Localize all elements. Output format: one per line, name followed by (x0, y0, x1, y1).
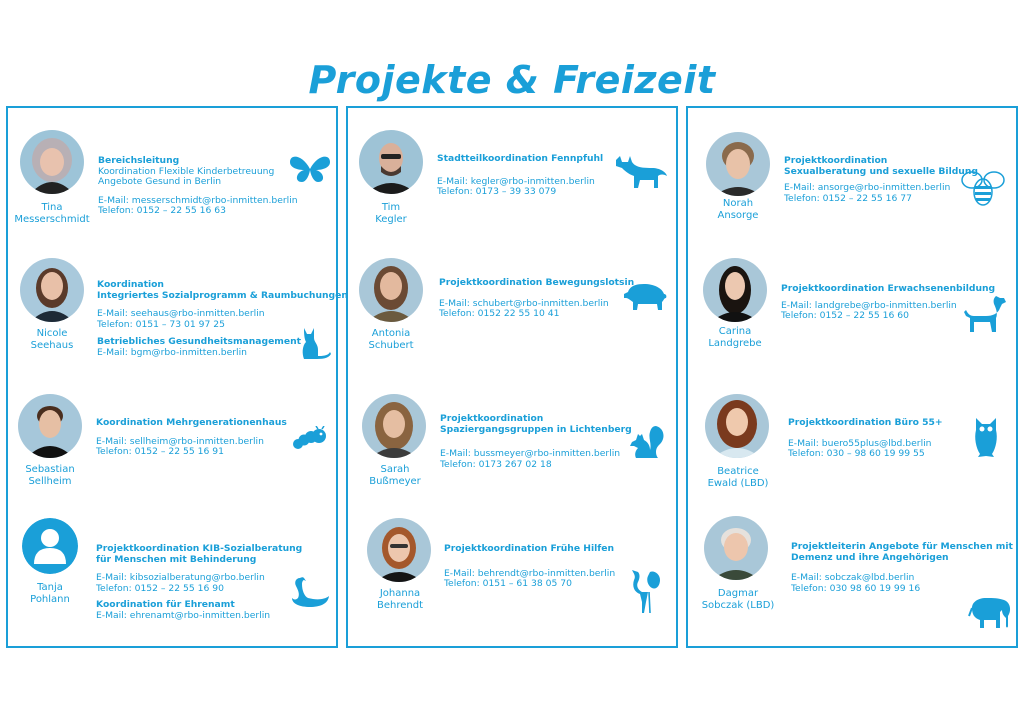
butterfly-icon (288, 152, 332, 186)
role-line: Koordination Flexible Kinderbetreuung (98, 165, 275, 177)
email[interactable]: E-Mail: ehrenamt@rbo-inmitten.berlin (96, 609, 271, 621)
person-name: Dagmar Sobczak (LBD) (701, 588, 775, 611)
phone: Telefon: 0152 – 22 55 16 90 (96, 582, 224, 594)
contact-info (791, 542, 1013, 594)
role-heading: Projektkoordination KIB-Sozialberatung (96, 543, 303, 554)
role-heading: Sexualberatung und sexuelle Bildung (784, 165, 978, 177)
person-name: Antonia Schubert (368, 328, 414, 351)
avatar (367, 518, 431, 582)
email[interactable]: E-Mail: kibsozialberatung@rbo.berlin (96, 572, 265, 583)
avatar (704, 516, 768, 580)
phone: Telefon: 0152 – 22 55 16 77 (784, 192, 912, 204)
person-name: Nicole Seehaus (30, 328, 74, 351)
email[interactable]: E-Mail: sellheim@rbo-inmitten.berlin (96, 435, 264, 447)
contact-info (96, 418, 287, 458)
phone: Telefon: 0152 – 22 55 16 63 (98, 205, 226, 216)
person-name: Carina Landgrebe (708, 326, 762, 349)
person-name: Tina Messerschmidt (14, 202, 90, 225)
owl-icon (974, 416, 998, 458)
caterpillar-icon (292, 426, 328, 452)
role-line: Angebote Gesund in Berlin (98, 176, 222, 187)
person-name: Tim Kegler (375, 202, 407, 225)
avatar (359, 130, 423, 194)
contact-info (96, 544, 302, 621)
column-2 (346, 106, 678, 648)
contact-info (788, 418, 943, 460)
person-name: Tanja Pohlann (30, 582, 70, 605)
role-heading: Projektleiterin Angebote für Menschen mit (791, 541, 1013, 552)
pig-icon (622, 280, 668, 312)
role-heading: Projektkoordination Erwachsenenbildung (781, 283, 996, 294)
person-name: Johanna Behrendt (376, 588, 423, 611)
page-title: Projekte & Freizeit (308, 58, 716, 102)
avatar (703, 258, 767, 322)
phone: Telefon: 0152 – 22 55 16 60 (781, 310, 909, 321)
role-heading: für Menschen mit Behinderung (96, 553, 257, 565)
phone: Telefon: 0173 – 39 33 079 (437, 186, 557, 197)
role-heading: Koordination Mehrgenerationenhaus (96, 417, 287, 428)
contact-info (784, 156, 978, 204)
bee-icon (958, 170, 1008, 206)
role-heading: Koordination (97, 279, 164, 290)
role-heading: Integriertes Sozialprogramm & Raumbuchungen (97, 289, 348, 301)
role-heading: Projektkoordination Frühe Hilfen (444, 543, 615, 554)
phone: Telefon: 0152 – 22 55 16 91 (96, 446, 224, 457)
squirrel-icon (628, 424, 666, 460)
role-heading: Betriebliches Gesundheitsmanagement (97, 336, 302, 347)
person-name: Sarah Bußmeyer (369, 464, 421, 487)
avatar (706, 132, 770, 196)
avatar (20, 258, 84, 322)
dog-icon (962, 294, 1008, 334)
avatar (705, 394, 769, 458)
contact-info (98, 156, 298, 217)
email[interactable]: E-Mail: bgm@rbo-inmitten.berlin (97, 346, 247, 358)
role-heading: Projektkoordination (784, 155, 888, 166)
email[interactable]: E-Mail: kegler@rbo-inmitten.berlin (437, 175, 595, 187)
person-name: Norah Ansorge (717, 198, 759, 221)
cat-icon (298, 324, 332, 360)
email[interactable]: E-Mail: behrendt@rbo-inmitten.berlin (444, 567, 616, 579)
fox-icon (614, 154, 668, 190)
person-name: Beatrice Ewald (LBD) (707, 466, 769, 489)
role-heading: Projektkoordination Büro 55+ (788, 417, 943, 428)
person-name: Sebastian Sellheim (25, 464, 75, 487)
email[interactable]: E-Mail: schubert@rbo-inmitten.berlin (439, 297, 609, 309)
swan-icon (290, 574, 330, 608)
email[interactable]: E-Mail: seehaus@rbo-inmitten.berlin (97, 308, 265, 319)
role-heading: Koordination für Ehrenamt (96, 599, 235, 610)
column-1 (6, 106, 348, 648)
phone: Telefon: 0151 – 61 38 05 70 (444, 578, 572, 589)
elephant-icon (968, 596, 1012, 630)
avatar (20, 130, 84, 194)
role-heading: Spaziergangsgruppen in Lichtenberg (440, 423, 632, 435)
role-heading: Stadtteilkoordination Fennpfuhl (437, 153, 604, 164)
phone: Telefon: 0151 – 73 01 97 25 (97, 318, 225, 330)
avatar (362, 394, 426, 458)
email[interactable]: E-Mail: landgrebe@rbo-inmitten.berlin (781, 299, 957, 311)
role-heading: Bereichsleitung (98, 155, 180, 166)
role-heading: Projektkoordination Bewegungslotsin (439, 277, 635, 288)
email[interactable]: E-Mail: sobczak@lbd.berlin (791, 572, 915, 583)
contact-info (440, 414, 632, 470)
email[interactable]: E-Mail: ansorge@rbo-inmitten.berlin (784, 182, 951, 193)
email[interactable]: E-Mail: bussmeyer@rbo-inmitten.berlin (440, 448, 621, 459)
email[interactable]: E-Mail: messerschmidt@rbo-inmitten.berlin (98, 194, 298, 206)
email[interactable]: E-Mail: buero55plus@lbd.berlin (788, 437, 932, 449)
phone: Telefon: 0152 22 55 10 41 (439, 308, 560, 319)
phone: Telefon: 0173 267 02 18 (440, 458, 552, 470)
contact-info (439, 278, 634, 320)
role-heading: Demenz und ihre Angehörigen (791, 551, 949, 563)
avatar (18, 394, 82, 458)
contact-info (437, 154, 603, 198)
contact-info (444, 544, 615, 590)
avatar (359, 258, 423, 322)
role-heading: Projektkoordination (440, 413, 544, 424)
phone: Telefon: 030 98 60 19 99 16 (791, 582, 921, 594)
phone: Telefon: 030 – 98 60 19 99 55 (788, 448, 925, 459)
stork-icon (628, 568, 664, 614)
column-3 (686, 106, 1018, 648)
avatar (22, 518, 78, 574)
